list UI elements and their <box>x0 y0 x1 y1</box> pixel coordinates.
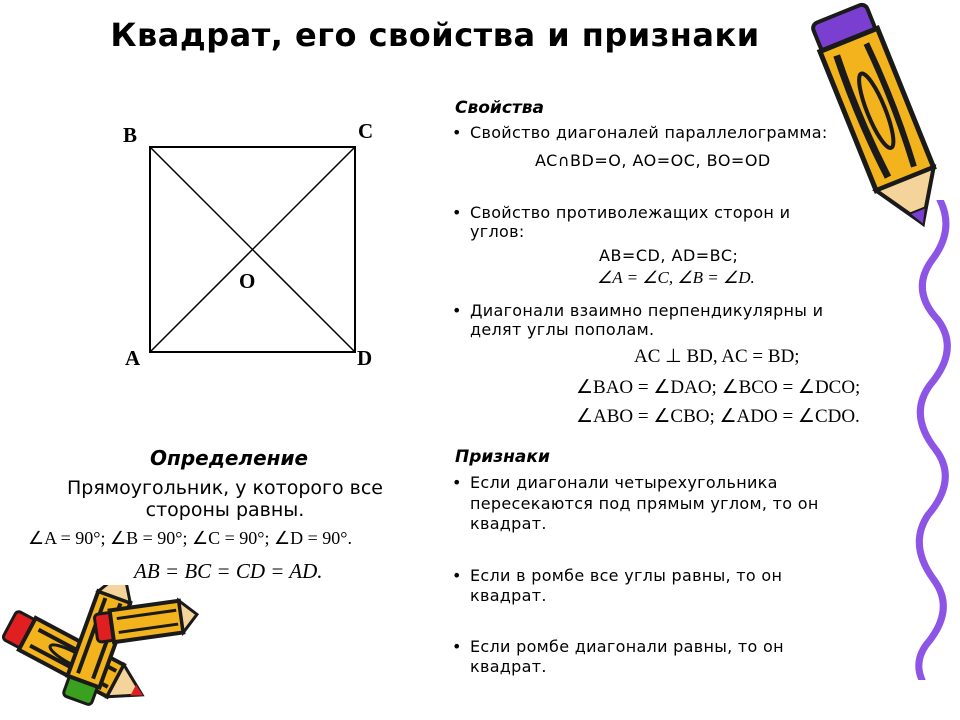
properties-heading: Свойства <box>455 98 544 118</box>
squiggle-line-decoration <box>900 200 960 680</box>
property-formula: ∠ABO = ∠CBO; ∠ADO = ∠CDO. <box>576 406 860 427</box>
criteria-text: Если в ромбе все углы равны, то он <box>470 566 783 585</box>
property-formula: AC∩BD=O, AO=OC, BO=OD <box>535 151 771 170</box>
criteria-heading: Признаки <box>455 447 550 467</box>
property-text-cont: углов: <box>470 222 525 241</box>
square-figure <box>110 110 410 380</box>
bullet: • <box>452 473 462 492</box>
bullet: • <box>452 566 462 585</box>
definition-text: Прямоугольник, у которого все <box>67 477 383 499</box>
criteria-text-cont: квадрат. <box>470 586 547 605</box>
criteria-item <box>452 473 778 492</box>
property-item <box>452 301 823 320</box>
property-item <box>452 203 790 222</box>
criteria-text-cont: пересекаются под прямым углом, то он <box>470 494 819 513</box>
criteria-text-cont: квадрат. <box>470 657 547 676</box>
vertex-label-b: B <box>123 123 138 147</box>
pencils-icon <box>0 585 200 720</box>
vertex-label-a: A <box>125 346 141 370</box>
property-formula: ∠BAO = ∠DAO; ∠BCO = ∠DCO; <box>576 377 861 398</box>
property-text: Свойство диагоналей параллелограмма: <box>470 123 828 142</box>
slide-title: Квадрат, его свойства и признаки <box>110 16 760 54</box>
criteria-item <box>452 566 782 585</box>
property-text: Диагонали взаимно перпендикулярны и <box>470 301 824 320</box>
property-formula: AC ⊥ BD, AC = BD; <box>634 346 800 367</box>
property-formula: ∠A = ∠C, ∠B = ∠D. <box>597 268 755 287</box>
bullet: • <box>452 203 462 222</box>
criteria-text: Если диагонали четырехугольника <box>470 473 778 492</box>
criteria-text: Если ромбе диагонали равны, то он <box>470 637 784 656</box>
criteria-text-cont: квадрат. <box>470 514 547 533</box>
property-item <box>452 123 828 142</box>
definition-formula: AB = BC = CD = AD. <box>134 559 323 583</box>
property-text-cont: делят углы пополам. <box>470 320 655 339</box>
bullet: • <box>452 637 462 656</box>
bullet: • <box>452 301 462 320</box>
bullet: • <box>452 123 462 142</box>
definition-heading: Определение <box>150 446 309 470</box>
criteria-item <box>452 637 784 656</box>
definition-formula: ∠A = 90°; ∠B = 90°; ∠C = 90°; ∠D = 90°. <box>28 528 352 548</box>
vertex-label-d: D <box>357 346 373 370</box>
vertex-label-c: C <box>358 119 374 143</box>
definition-text: стороны равны. <box>145 499 305 521</box>
center-label-o: O <box>239 269 256 293</box>
property-text: Свойство противолежащих сторон и <box>470 203 791 222</box>
property-formula: AB=CD, AD=BC; <box>599 246 739 265</box>
